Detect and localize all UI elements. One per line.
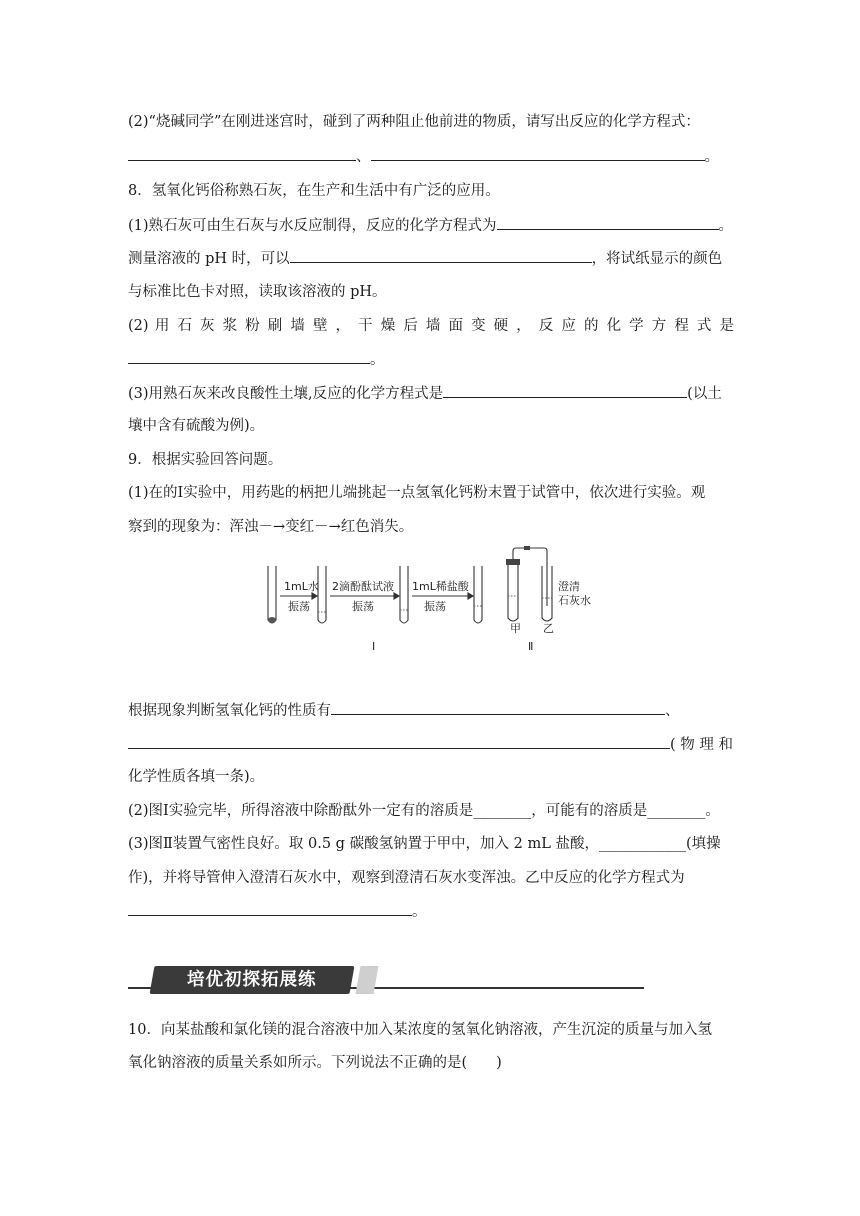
q9-title: 9．根据实验回答问题。	[128, 452, 283, 468]
section-banner	[128, 966, 644, 996]
q8-part3-line-a	[128, 383, 722, 404]
line-end: ，将试纸显示的颜色	[591, 251, 723, 267]
q10-line-b: 氧化钠溶液的质量关系如所示。下列说法不正确的是( )	[128, 1055, 502, 1071]
q8-part1-text: 测量溶液的 pH 时，可以	[128, 251, 290, 267]
answer-blank[interactable]	[331, 700, 665, 715]
q7-part2-text: (2)“烧碱同学”在刚进迷宫时，碰到了两种阻止他前进的物质，请写出反应的化学方程式：	[128, 114, 700, 130]
q8-part1-line-a	[128, 215, 733, 236]
q9-part1-line-e: 化学性质各填一条)。	[128, 769, 265, 785]
q9-part2-line: (2)图Ⅰ实验完毕，所得溶液中除酚酞外一定有的溶质是________，可能有的溶质是________。	[128, 803, 720, 819]
test-tube-2	[318, 566, 326, 623]
stopper	[506, 559, 520, 565]
step3-label-bottom: 振荡	[424, 600, 446, 613]
q8-part1-line-c: 与标准比色卡对照，读取该溶液的 pH。	[128, 284, 387, 300]
separator: 、	[356, 149, 371, 165]
tube-jia	[508, 564, 518, 621]
q9-part3-line-b: 作)，并将导管伸入澄清石灰水中，观察到澄清石灰水变浑浊。乙中反应的化学方程式为	[128, 870, 685, 886]
step3-label-top: 1mL稀盐酸	[412, 580, 469, 593]
line-end: 。	[718, 218, 734, 234]
q8-part3-text: (3)用熟石灰来改良酸性土壤,反应的化学方程式是	[128, 386, 444, 402]
q8-title: 8．氢氧化钙俗称熟石灰，在生产和生活中有广泛的应用。	[128, 183, 500, 199]
banner-accent	[356, 966, 379, 994]
q7-part2-answer-line	[128, 146, 719, 167]
line-end: (以土	[687, 386, 722, 402]
q9-part1-text: 根据现象判断氢氧化钙的性质有	[128, 703, 331, 719]
powder-sample	[268, 617, 276, 623]
answer-blank[interactable]	[128, 901, 412, 916]
limewater-label-2: 石灰水	[558, 594, 591, 607]
q9-part1-line-d	[128, 734, 733, 755]
step2-label-top: 2滴酚酞试液	[332, 580, 394, 593]
figure-I-label: Ⅰ	[372, 640, 376, 653]
limewater-label-1: 澄清	[558, 580, 580, 593]
answer-blank[interactable]	[371, 146, 705, 161]
experiment-figure	[262, 546, 602, 656]
step1-label-bottom: 振荡	[288, 600, 310, 613]
jia-label: 甲	[510, 622, 521, 635]
banner-title-box	[150, 966, 355, 994]
line-end: 。	[704, 149, 719, 165]
answer-blank[interactable]	[128, 734, 670, 749]
q8-part2-line-a: (2) 用 石 灰 浆 粉 刷 墙 壁 ， 干 燥 后 墙 面 变 硬 ， 反 应 的 化 学 方 程 式 是	[128, 318, 734, 334]
q9-part1-line-a: (1)在的Ⅰ实验中，用药匙的柄把儿端挑起一点氢氧化钙粉末置于试管中，依次进行实验。观	[128, 485, 706, 501]
q8-part2-answer-line	[128, 349, 385, 370]
q8-part1-text: (1)熟石灰可由生石灰与水反应制得，反应的化学方程式为	[128, 218, 497, 234]
q8-part1-line-b	[128, 248, 722, 269]
yi-label: 乙	[543, 622, 554, 635]
banner-title: 培优初探拓展练	[187, 970, 317, 990]
test-tube-3	[400, 566, 408, 623]
line-end: ( 物 理 和	[670, 737, 733, 753]
q9-part3-line-a: (3)图Ⅱ装置气密性良好。取 0.5 g 碳酸氢钠置于甲中，加入 2 mL 盐酸，____________(填操	[128, 836, 721, 852]
answer-blank[interactable]	[290, 248, 592, 263]
figure-II-label: Ⅱ	[528, 640, 534, 653]
q9-part1-line-b: 察到的现象为：浑浊－→变红－→红色消失。	[128, 519, 414, 535]
q10-line-a: 10．向某盐酸和氯化镁的混合溶液中加入某浓度的氢氧化钠溶液，产生沉淀的质量与加入氢	[128, 1022, 712, 1038]
test-tube-1	[268, 566, 276, 623]
step2-label-bottom: 振荡	[352, 600, 374, 613]
q9-part1-line-c	[128, 700, 680, 721]
answer-blank[interactable]	[128, 146, 356, 161]
test-tube-4	[474, 566, 482, 623]
line-end: 。	[370, 352, 385, 368]
line-end: 、	[665, 703, 680, 719]
q9-part3-answer-line	[128, 901, 427, 922]
q8-part3-line-b: 壤中含有硫酸为例)。	[128, 418, 265, 434]
line-end: 。	[412, 904, 427, 920]
answer-blank[interactable]	[497, 215, 719, 230]
answer-blank[interactable]	[128, 349, 370, 364]
answer-blank[interactable]	[443, 383, 687, 398]
step1-label-top: 1mL水	[284, 580, 319, 593]
